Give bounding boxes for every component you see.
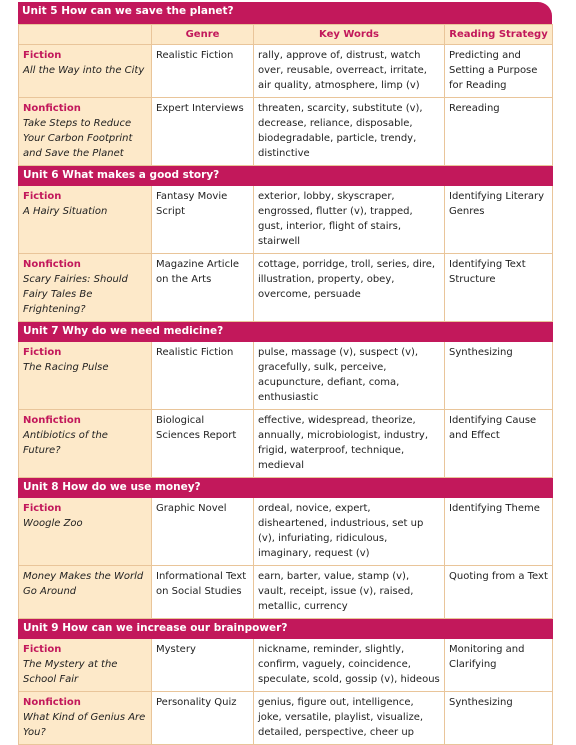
genre-cell: Magazine Article on the Arts <box>152 254 254 322</box>
reading-strategy-cell: Synthesizing <box>445 692 553 745</box>
selection-title: The Mystery at the School Fair <box>23 659 118 685</box>
selection-type: Fiction <box>23 191 62 202</box>
reading-strategy-cell: Identifying Literary Genres <box>445 186 553 254</box>
key-words-cell: nickname, reminder, slightly, confirm, vaguely, coincidence, speculate, scold, gossip (v), hideous <box>254 639 445 692</box>
genre-cell: Graphic Novel <box>152 498 254 566</box>
selection-row <box>19 254 553 322</box>
selection-type: Fiction <box>23 503 62 514</box>
reading-strategy-cell: Identifying Text Structure <box>445 254 553 322</box>
unit-title: Unit 6 What makes a good story? <box>19 166 553 186</box>
unit-title: Unit 9 How can we increase our brainpower? <box>19 619 553 639</box>
genre-cell: Informational Text on Social Studies <box>152 566 254 619</box>
header-genre: Genre <box>152 25 254 45</box>
selection-type: Fiction <box>23 347 62 358</box>
selection-title: Antibiotics of the Future? <box>23 430 108 456</box>
column-header-row <box>19 25 553 45</box>
key-words-cell: rally, approve of, distrust, watch over, reusable, overreact, irritate, air quality, atmosphere, limp (v) <box>254 45 445 98</box>
key-words-cell: ordeal, novice, expert, disheartened, industrious, set up (v), infuriating, ridiculous, imaginary, request (v) <box>254 498 445 566</box>
key-words-cell: genius, figure out, intelligence, joke, versatile, playlist, visualize, detailed, perspective, cheer up <box>254 692 445 745</box>
selection-title: Woogle Zoo <box>23 518 83 529</box>
genre-cell: Biological Sciences Report <box>152 410 254 478</box>
selection-row <box>19 98 553 166</box>
reading-strategy-cell: Identifying Theme <box>445 498 553 566</box>
unit-title: Unit 7 Why do we need medicine? <box>19 322 553 342</box>
selection-type: Nonfiction <box>23 697 81 708</box>
genre-cell: Realistic Fiction <box>152 342 254 410</box>
key-words-cell: cottage, porridge, troll, series, dire, illustration, property, obey, overcome, persuade <box>254 254 445 322</box>
selection-row <box>19 45 553 98</box>
selection-cell <box>19 639 152 692</box>
header-key-words: Key Words <box>254 25 445 45</box>
selection-cell <box>19 98 152 166</box>
reading-strategy-cell: Synthesizing <box>445 342 553 410</box>
unit-title: Unit 5 How can we save the planet? <box>22 5 234 17</box>
genre-cell: Mystery <box>152 639 254 692</box>
selection-row <box>19 342 553 410</box>
unit-header-row <box>19 166 553 186</box>
key-words-cell: exterior, lobby, skyscraper, engrossed, flutter (v), trapped, gust, interior, flight of stairs, stairwell <box>254 186 445 254</box>
selection-cell <box>19 45 152 98</box>
selection-title: Scary Fairies: Should Fairy Tales Be Frightening? <box>23 274 128 315</box>
reading-strategy-cell: Monitoring and Clarifying <box>445 639 553 692</box>
selection-row <box>19 498 553 566</box>
genre-cell: Personality Quiz <box>152 692 254 745</box>
key-words-cell: pulse, massage (v), suspect (v), gracefully, sulk, perceive, acupuncture, defiant, coma, enthusiastic <box>254 342 445 410</box>
selection-cell <box>19 254 152 322</box>
selection-row <box>19 692 553 745</box>
selection-row <box>19 566 553 619</box>
genre-cell: Fantasy Movie Script <box>152 186 254 254</box>
selection-title: Take Steps to Reduce Your Carbon Footprint and Save the Planet <box>23 118 133 159</box>
key-words-cell: effective, widespread, theorize, annually, microbiologist, industry, frigid, waterproof, technique, medieval <box>254 410 445 478</box>
unit-header-row <box>19 619 553 639</box>
unit-header-row <box>19 322 553 342</box>
header-selection <box>19 25 152 45</box>
selection-type: Fiction <box>23 50 62 61</box>
unit-5-header <box>18 2 552 24</box>
selection-title: Money Makes the World Go Around <box>23 571 144 597</box>
selection-cell <box>19 410 152 478</box>
key-words-cell: threaten, scarcity, substitute (v), decrease, reliance, disposable, biodegradable, particle, trendy, distinctive <box>254 98 445 166</box>
unit-title: Unit 8 How do we use money? <box>19 478 553 498</box>
selection-title: All the Way into the City <box>23 65 145 76</box>
selection-cell <box>19 498 152 566</box>
header-reading-strategy: Reading Strategy <box>445 25 553 45</box>
selection-cell <box>19 186 152 254</box>
genre-cell: Expert Interviews <box>152 98 254 166</box>
curriculum-table <box>18 24 553 745</box>
reading-strategy-cell: Rereading <box>445 98 553 166</box>
selection-cell <box>19 566 152 619</box>
selection-title: The Racing Pulse <box>23 362 109 373</box>
selection-type: Nonfiction <box>23 259 81 270</box>
selection-title: What Kind of Genius Are You? <box>23 712 146 738</box>
unit-header-row <box>19 478 553 498</box>
selection-title: A Hairy Situation <box>23 206 108 217</box>
reading-strategy-cell: Predicting and Setting a Purpose for Reading <box>445 45 553 98</box>
reading-strategy-cell: Identifying Cause and Effect <box>445 410 553 478</box>
selection-type: Nonfiction <box>23 103 81 114</box>
reading-strategy-cell: Quoting from a Text <box>445 566 553 619</box>
genre-cell: Realistic Fiction <box>152 45 254 98</box>
selection-cell <box>19 692 152 745</box>
key-words-cell: earn, barter, value, stamp (v), vault, receipt, issue (v), raised, metallic, currency <box>254 566 445 619</box>
selection-cell <box>19 342 152 410</box>
selection-type: Fiction <box>23 644 62 655</box>
selection-row <box>19 186 553 254</box>
selection-type: Nonfiction <box>23 415 81 426</box>
selection-row <box>19 410 553 478</box>
selection-row <box>19 639 553 692</box>
